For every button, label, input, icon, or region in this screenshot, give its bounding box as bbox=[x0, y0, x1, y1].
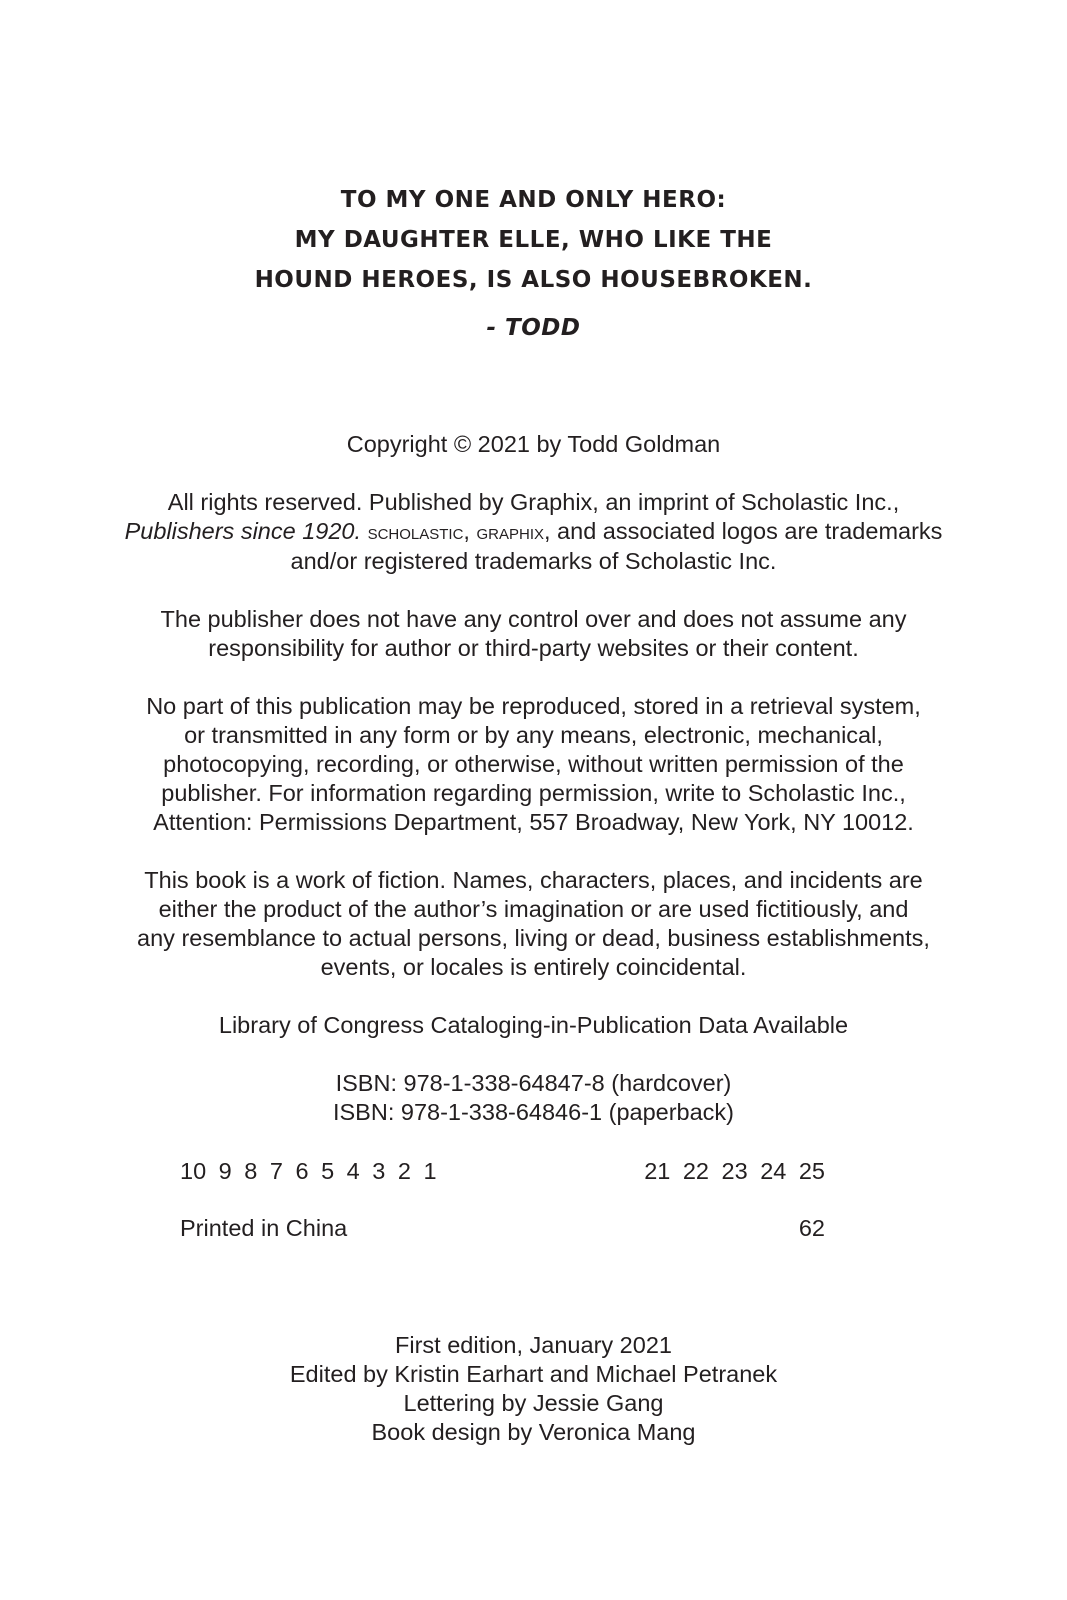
credits-line: First edition, January 2021 bbox=[395, 1332, 672, 1358]
reproduction-line: or transmitted in any form or by any means, electronic, mechanical, bbox=[184, 722, 883, 748]
graphix-trademark: graphix bbox=[476, 521, 544, 544]
trademark-separator: , bbox=[463, 518, 477, 544]
rights-line: and/or registered trademarks of Scholastic Inc. bbox=[290, 548, 777, 574]
isbn-hardcover: ISBN: 978-1-338-64847-8 (hardcover) bbox=[335, 1070, 732, 1096]
isbn-paperback: ISBN: 978-1-338-64846-1 (paperback) bbox=[332, 1099, 735, 1125]
rights-line: All rights reserved. Published by Graphix, an imprint of Scholastic Inc., bbox=[167, 489, 900, 515]
scholastic-trademark: scholastic bbox=[367, 521, 464, 544]
year-numbers: 21 22 23 24 25 bbox=[644, 1158, 825, 1184]
rights-paragraph bbox=[0, 488, 1067, 576]
fiction-line: events, or locales is entirely coincidental. bbox=[320, 954, 747, 980]
fiction-line: either the product of the author’s imagination or are used fictitiously, and bbox=[158, 896, 909, 922]
reproduction-line: photocopying, recording, or otherwise, without written permission of the bbox=[163, 751, 904, 777]
dedication-signature: - TODD bbox=[486, 315, 581, 341]
dedication-line: HOUND HEROES, IS ALSO HOUSEBROKEN. bbox=[254, 267, 813, 293]
credits-line: Edited by Kristin Earhart and Michael Petranek bbox=[289, 1361, 778, 1387]
isbn-block bbox=[0, 1069, 1067, 1127]
credits-line: Book design by Veronica Mang bbox=[371, 1419, 696, 1445]
disclaimer-line: responsibility for author or third-party websites or their content. bbox=[208, 635, 859, 661]
reproduction-line: publisher. For information regarding permission, write to Scholastic Inc., bbox=[161, 780, 906, 806]
trademark-rest: , and associated logos are trademarks bbox=[544, 518, 943, 544]
dedication-line: MY DAUGHTER ELLE, WHO LIKE THE bbox=[294, 227, 773, 253]
fiction-line: This book is a work of fiction. Names, characters, places, and incidents are bbox=[144, 867, 923, 893]
reproduction-paragraph bbox=[0, 692, 1067, 837]
disclaimer-paragraph bbox=[0, 605, 1067, 663]
copyright-line: Copyright © 2021 by Todd Goldman bbox=[346, 431, 721, 457]
reproduction-line: No part of this publication may be reproduced, stored in a retrieval system, bbox=[146, 693, 921, 719]
fiction-line: any resemblance to actual persons, living or dead, business establishments, bbox=[137, 925, 930, 951]
publishers-since-text: Publishers since 1920. bbox=[124, 518, 362, 544]
fiction-paragraph bbox=[0, 866, 1067, 982]
print-line bbox=[180, 1157, 825, 1186]
print-run-numbers: 10 9 8 7 6 5 4 3 2 1 bbox=[180, 1158, 437, 1184]
library-of-congress bbox=[0, 1011, 1067, 1040]
printed-line bbox=[180, 1214, 825, 1243]
library-line: Library of Congress Cataloging-in-Publication Data Available bbox=[218, 1012, 849, 1038]
disclaimer-line: The publisher does not have any control over and does not assume any bbox=[160, 606, 907, 632]
printed-in: Printed in China bbox=[180, 1215, 348, 1241]
reproduction-line: Attention: Permissions Department, 557 Broadway, New York, NY 10012. bbox=[153, 809, 914, 835]
dedication bbox=[0, 180, 1067, 348]
dedication-line: TO MY ONE AND ONLY HERO: bbox=[340, 187, 727, 213]
credits-line: Lettering by Jessie Gang bbox=[403, 1390, 664, 1416]
copyright-notice bbox=[0, 430, 1067, 459]
rights-line-trademarks bbox=[0, 517, 1067, 547]
credits-block bbox=[0, 1331, 1067, 1447]
printer-code: 62 bbox=[798, 1215, 825, 1241]
